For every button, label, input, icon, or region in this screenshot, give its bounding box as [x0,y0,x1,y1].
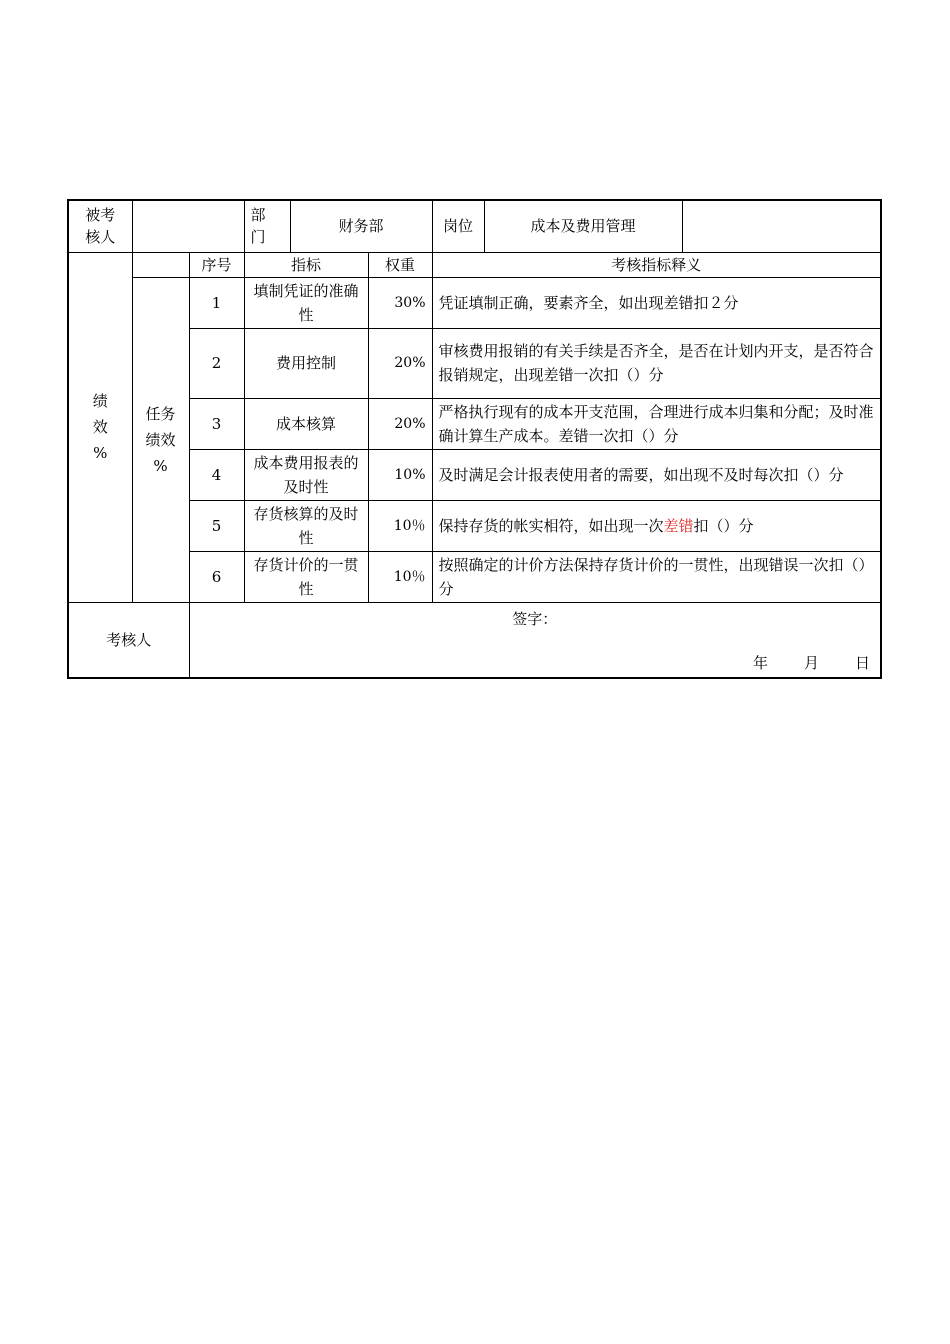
signature-label: 签字： [512,609,558,628]
col-indicator-header: 指标 [244,252,368,277]
post-label: 岗位 [432,200,484,252]
col-explain-header: 考核指标释义 [432,252,881,277]
row-explain: 凭证填制正确，要素齐全，如出现差错扣２分 [432,277,881,328]
row-explain: 严格执行现有的成本开支范围，合理进行成本归集和分配；及时准确计算生产成本。差错一次扣（）分 [432,398,881,449]
row-weight: 30% [368,277,432,328]
highlighted-error-text: 差错 [663,516,694,535]
row-explain: 按照确定的计价方法保持存货计价的一贯性，出现错误一次扣（）分 [432,551,881,602]
row-weight: 20% [368,328,432,398]
reviewer-label: 考核人 [68,602,189,678]
date-line [753,651,870,675]
row-weight: 10％ [368,551,432,602]
row-no: 3 [189,398,244,449]
post-value: 成本及费用管理 [484,200,682,252]
performance-label: 绩 效 % [68,252,132,602]
dept-label: 部门 [244,200,290,252]
row-no: 4 [189,449,244,500]
row-indicator: 存货计价的一贯性 [244,551,368,602]
explain-text: 保持存货的帐实相符，如出现一次 [438,516,664,535]
table-row [68,328,881,398]
date-year: 年 [752,654,768,672]
row-explain: 审核费用报销的有关手续是否齐全，是否在计划内开支，是否符合报销规定，出现差错一次扣（）分 [432,328,881,398]
table-row [68,500,881,551]
extra-value [682,200,881,252]
header-row [68,200,881,252]
row-explain [432,500,881,551]
column-header-row [68,252,881,277]
table-row [68,551,881,602]
blank-subheader [132,252,189,277]
table-row [68,398,881,449]
row-explain: 及时满足会计报表使用者的需要，如出现不及时每次扣（）分 [432,449,881,500]
row-weight: 20% [368,398,432,449]
row-indicator: 存货核算的及时性 [244,500,368,551]
row-no: 2 [189,328,244,398]
row-no: 5 [189,500,244,551]
table-row [68,277,881,328]
task-performance-label: 任务 绩效 % [132,277,189,602]
row-weight: 10％ [368,500,432,551]
row-indicator: 费用控制 [244,328,368,398]
examinee-value [132,200,244,252]
col-no-header: 序号 [189,252,244,277]
reviewer-row [68,602,881,678]
kpi-form-table [67,199,882,679]
row-no: 6 [189,551,244,602]
date-day: 日 [855,654,871,672]
table-row [68,449,881,500]
row-indicator: 成本核算 [244,398,368,449]
row-weight: 10% [368,449,432,500]
examinee-label: 被考核人 [68,200,132,252]
row-indicator: 成本费用报表的及时性 [244,449,368,500]
col-weight-header: 权重 [368,252,432,277]
date-month: 月 [803,654,819,672]
signature-area [189,602,881,678]
dept-value: 财务部 [290,200,432,252]
explain-text: 扣（）分 [693,516,754,535]
row-no: 1 [189,277,244,328]
row-indicator: 填制凭证的准确性 [244,277,368,328]
